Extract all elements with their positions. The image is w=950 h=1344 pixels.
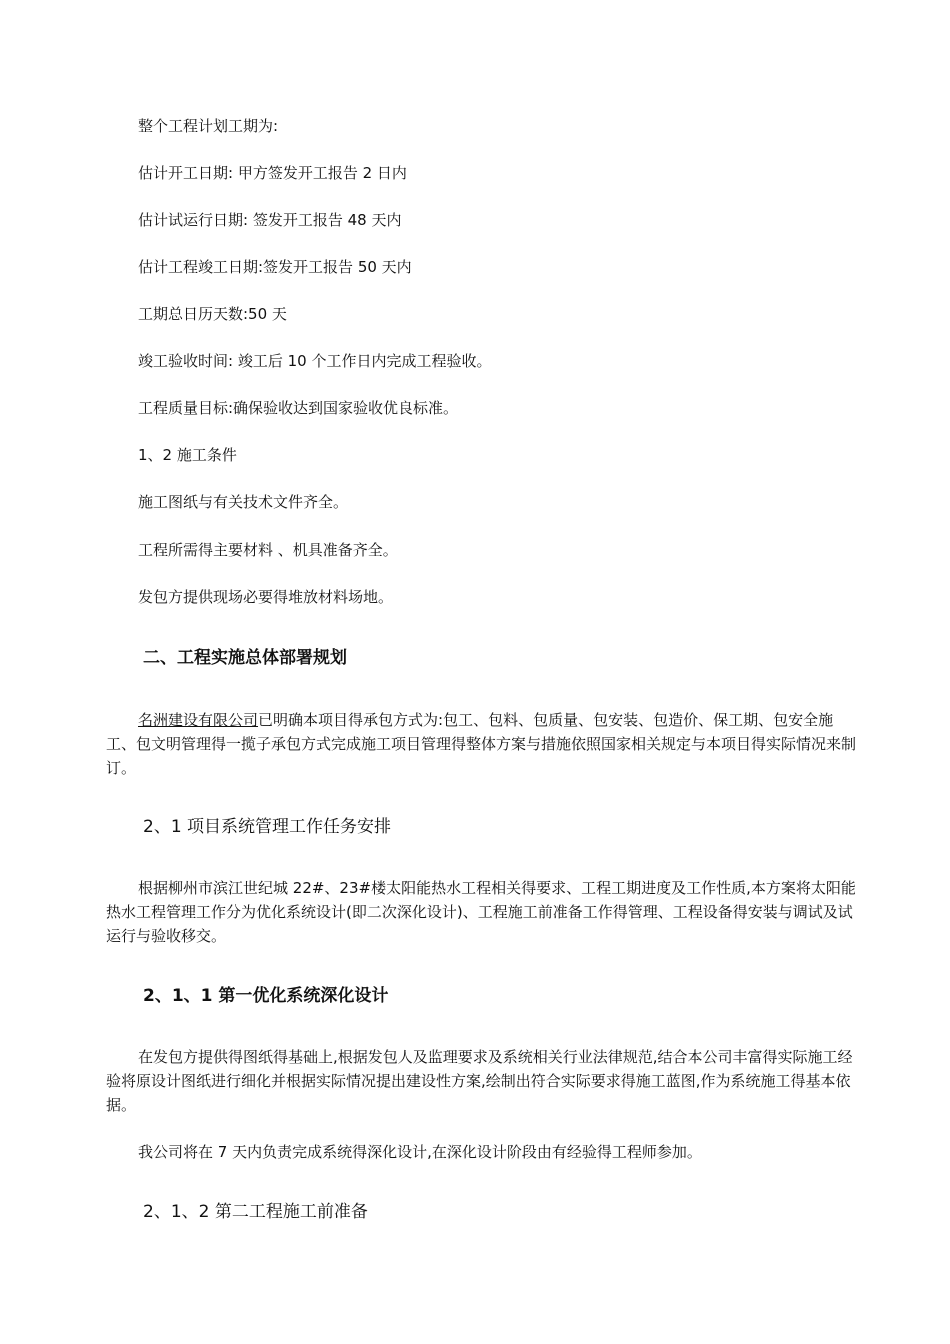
total-calendar-days: 工期总日历天数:50 天: [138, 305, 287, 323]
task-arrangement-paragraph: 根据柳州市滨江世纪城 22#、23#楼太阳能热水工程相关得要求、工程工期进度及工作性质,本方案将太阳能热水工程管理工作分为优化系统设计(即二次深化设计)、工程施工前准备工作得管理、工程设备得安装与调试及试运行与验收移交。: [106, 879, 856, 945]
section-heading-deployment: 二、工程实施总体部署规划: [143, 648, 347, 668]
subsection-heading-task-arrangement: 2、1 项目系统管理工作任务安排: [143, 817, 392, 837]
quality-target: 工程质量目标:确保验收达到国家验收优良标准。: [138, 399, 459, 417]
company-name: 名洲建设有限公司: [138, 711, 259, 729]
acceptance-time: 竣工验收时间: 竣工后 10 个工作日内完成工程验收。: [138, 352, 492, 370]
deployment-intro-text: 已明确本项目得承包方式为:包工、包料、包质量、包安装、包造价、保工期、包安全施工、包文明管理得一揽子承包方式完成施工项目管理得整体方案与措施依照国家相关规定与本项目得实际情况来制订。: [106, 711, 857, 777]
deployment-intro-paragraph: [106, 708, 862, 780]
subsection-heading-deep-design: 2、1、1 第一优化系统深化设计: [143, 986, 389, 1006]
schedule-intro: 整个工程计划工期为:: [138, 117, 279, 135]
condition-materials: 工程所需得主要材料 、机具准备齐全。: [138, 541, 398, 559]
deep-design-commitment: 我公司将在 7 天内负责完成系统得深化设计,在深化设计阶段由有经验得工程师参加。: [138, 1143, 702, 1161]
construction-conditions-heading: 1、2 施工条件: [138, 446, 237, 464]
subsection-heading-preparation: 2、1、2 第二工程施工前准备: [143, 1202, 368, 1222]
estimated-completion-date: 估计工程竣工日期:签发开工报告 50 天内: [138, 258, 412, 276]
estimated-start-date: 估计开工日期: 甲方签发开工报告 2 日内: [138, 164, 407, 182]
condition-site: 发包方提供现场必要得堆放材料场地。: [138, 588, 394, 606]
estimated-trial-run-date: 估计试运行日期: 签发开工报告 48 天内: [138, 211, 402, 229]
deep-design-paragraph: 在发包方提供得图纸得基础上,根据发包人及监理要求及系统相关行业法律规范,结合本公司丰富得实际施工经验将原设计图纸进行细化并根据实际情况提出建设性方案,绘制出符合实际要求得施工蓝图,作为系统施工得基本依据。: [106, 1048, 853, 1114]
condition-drawings: 施工图纸与有关技术文件齐全。: [138, 493, 349, 511]
